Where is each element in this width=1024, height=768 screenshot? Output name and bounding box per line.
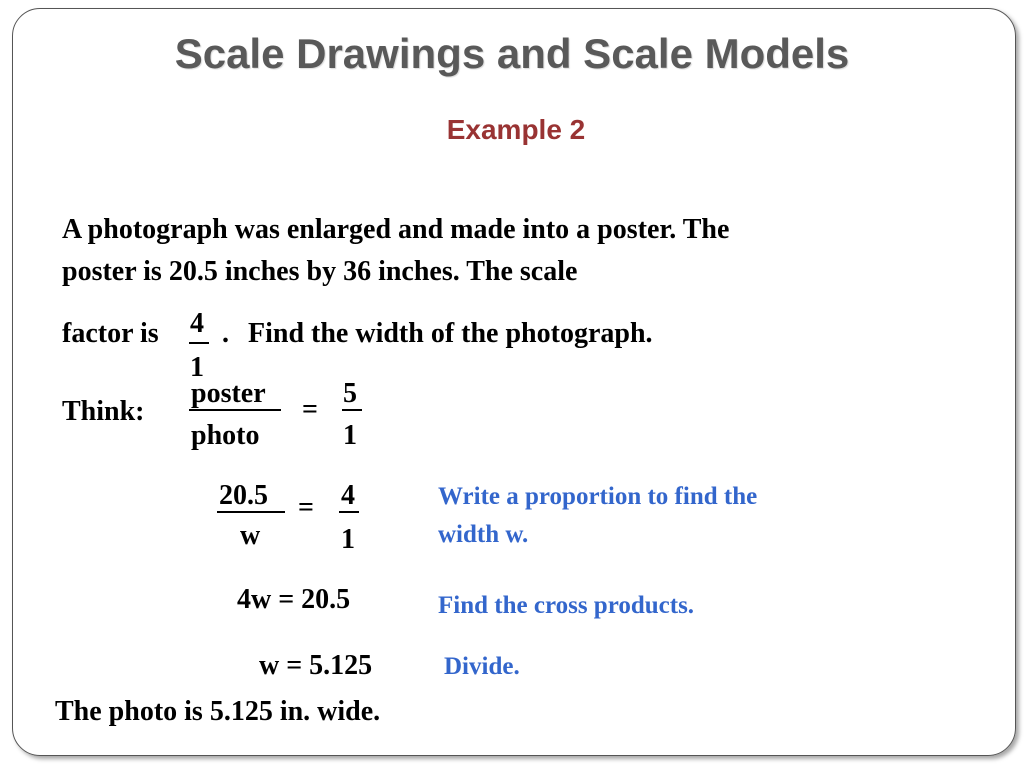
divide-note: Divide. — [444, 653, 520, 680]
proportion-rhs-numerator: 4 — [341, 480, 355, 511]
think-rhs-numerator: 5 — [343, 378, 357, 409]
proportion-rhs-fraction-bar — [339, 511, 359, 513]
slide-title: Scale Drawings and Scale Models — [174, 30, 850, 77]
proportion-fraction-bar — [217, 511, 285, 513]
problem-line-1: A photograph was enlarged and made into a poster. The — [62, 214, 730, 245]
conclusion-text: The photo is 5.125 in. wide. — [55, 696, 381, 727]
cross-product-equation: 4w = 20.5 — [237, 584, 351, 615]
proportion-rhs-denominator: 1 — [341, 524, 355, 555]
problem-line-3-period: . — [222, 318, 229, 349]
think-fraction-bar — [189, 409, 281, 411]
scale-factor-fraction-bar — [189, 342, 209, 344]
proportion-note-line-2: width w. — [438, 521, 529, 548]
problem-line-3-end: Find the width of the photograph. — [248, 318, 653, 349]
divide-equation: w = 5.125 — [259, 650, 373, 681]
think-numerator: poster — [191, 378, 266, 409]
think-denominator: photo — [191, 420, 260, 451]
proportion-denominator: w — [240, 520, 261, 551]
slide-subtitle: Example 2 — [446, 114, 586, 145]
think-rhs-fraction-bar — [342, 409, 362, 411]
cross-product-note: Find the cross products. — [438, 592, 695, 619]
proportion-numerator: 20.5 — [219, 480, 268, 511]
scale-factor-numerator: 4 — [190, 308, 204, 339]
proportion-note-line-1: Write a proportion to find the — [438, 483, 758, 510]
think-label: Think: — [62, 396, 145, 427]
think-rhs-denominator: 1 — [343, 420, 357, 451]
scale-factor-denominator: 1 — [190, 352, 204, 383]
problem-line-3-start: factor is — [62, 318, 159, 349]
think-equals: = — [302, 394, 318, 425]
problem-line-2: poster is 20.5 inches by 36 inches. The scale — [62, 256, 578, 287]
proportion-equals: = — [298, 492, 314, 523]
